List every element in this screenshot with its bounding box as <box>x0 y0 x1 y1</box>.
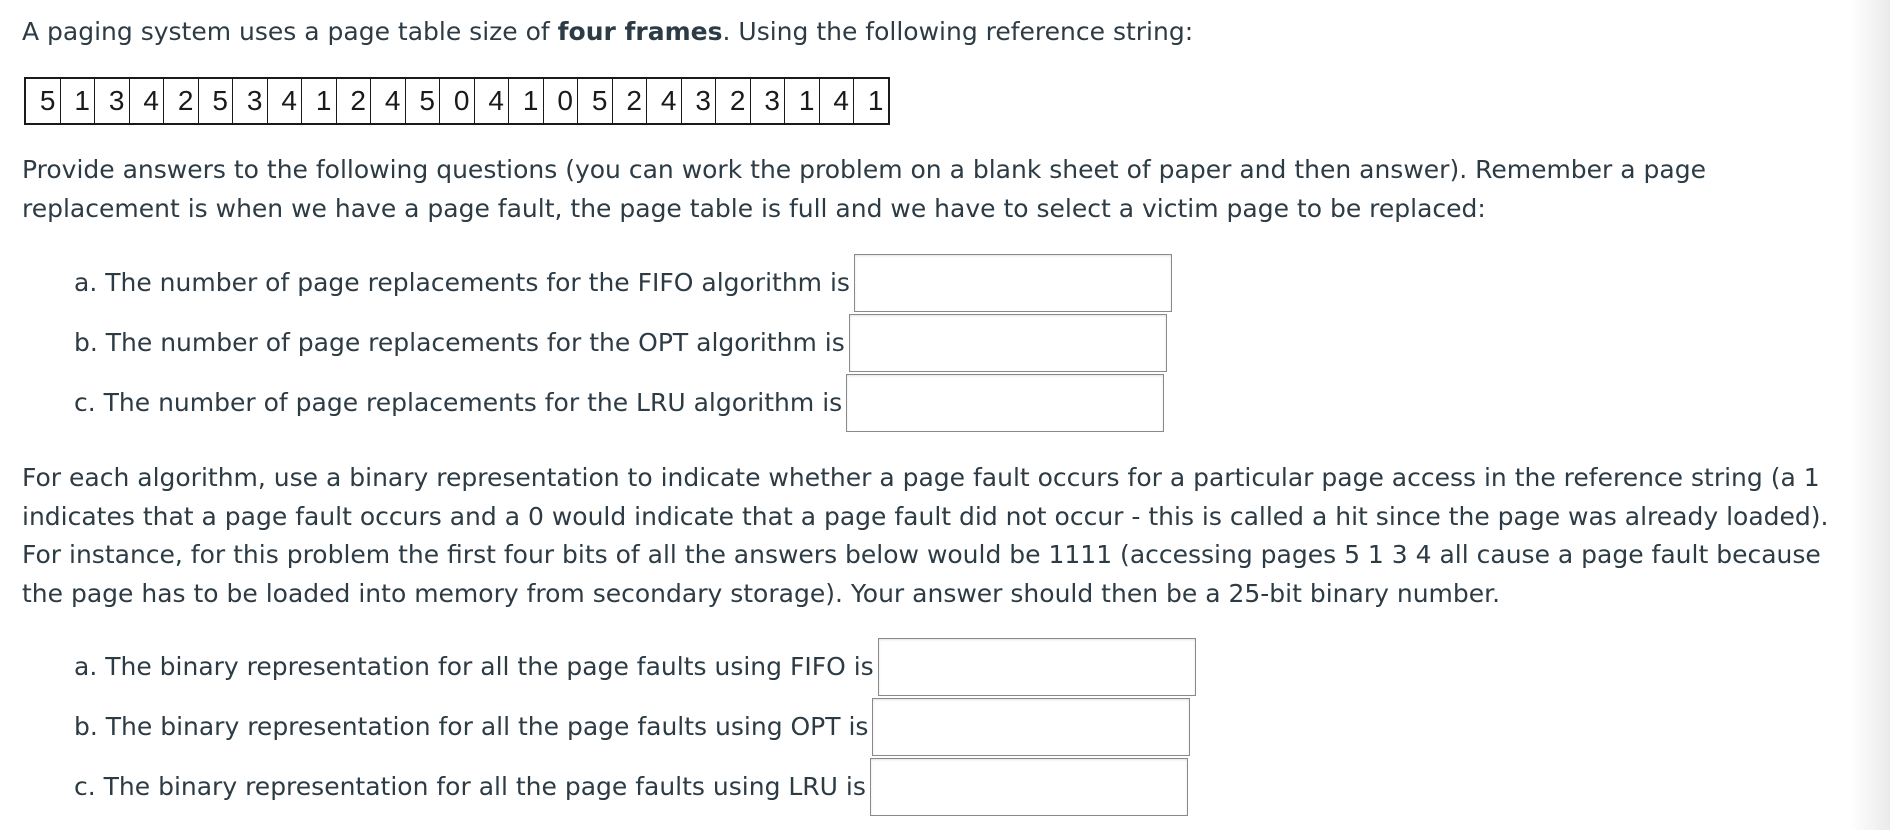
reference-string-row <box>25 78 889 124</box>
ref-cell: 3 <box>233 78 268 124</box>
ref-cell: 4 <box>647 78 682 124</box>
ref-cell: 5 <box>198 78 233 124</box>
fifo-replacements-label: a. The number of page replacements for the FIFO algorithm is <box>74 268 850 297</box>
lru-binary-question <box>74 758 1188 816</box>
fifo-replacements-input[interactable] <box>854 254 1172 312</box>
fifo-binary-label: a. The binary representation for all the page faults using FIFO is <box>74 652 874 681</box>
intro-text <box>22 14 1193 50</box>
ref-cell: 5 <box>405 78 440 124</box>
ref-cell: 2 <box>164 78 199 124</box>
ref-cell: 5 <box>39 85 56 116</box>
ref-cell: 1 <box>509 78 544 124</box>
intro-text-start: A paging system uses a page table size of <box>22 17 558 46</box>
intro-text-bold: four frames <box>557 17 723 46</box>
opt-replacements-input[interactable] <box>849 314 1167 372</box>
fifo-binary-question <box>74 638 1196 696</box>
ref-cell: 1 <box>60 78 95 124</box>
opt-binary-label: b. The binary representation for all the page faults using OPT is <box>74 712 869 741</box>
question-page <box>22 0 1872 830</box>
ref-cell: 2 <box>716 78 751 124</box>
ref-cell: 4 <box>129 78 164 124</box>
ref-cell: 4 <box>474 78 509 124</box>
opt-replacements-question <box>74 314 1167 372</box>
ref-cell: 5 <box>578 78 613 124</box>
ref-cell: 4 <box>371 78 406 124</box>
fifo-binary-input[interactable] <box>878 638 1196 696</box>
opt-binary-input[interactable] <box>872 698 1190 756</box>
lru-replacements-label: c. The number of page replacements for the LRU algorithm is <box>74 388 843 417</box>
binary-instructions-paragraph: For each algorithm, use a binary representation to indicate whether a page fault occurs for a particular page access in the reference string (a 1 indicates that a page fault occurs and a 0 would indicate that a page fault did not occur - this is called a hit since the page was already loaded). For instance, for this problem the first four bits of all the answers below would be 1111 (accessing pages 5 1 3 4 all cause a page fault because the page has to be loaded into memory from secondary storage). Your answer should then be a 25-bit binary number. <box>22 463 1829 608</box>
lru-replacements-input[interactable] <box>846 374 1164 432</box>
ref-cell: 1 <box>785 78 820 124</box>
ref-cell: 2 <box>336 78 371 124</box>
lru-binary-label: c. The binary representation for all the page faults using LRU is <box>74 772 866 801</box>
opt-replacements-label: b. The number of page replacements for the OPT algorithm is <box>74 328 845 357</box>
right-edge-shadow <box>1850 0 1890 830</box>
ref-cell: 1 <box>302 78 337 124</box>
intro-text-end: . Using the following reference string: <box>722 17 1194 46</box>
ref-cell: 3 <box>95 78 130 124</box>
ref-cell: 3 <box>750 78 785 124</box>
lru-replacements-question <box>74 374 1164 432</box>
ref-cell: 0 <box>440 78 475 124</box>
instructions-paragraph: Provide answers to the following questions (you can work the problem on a blank sheet of paper and then answer). Remember a page replacement is when we have a page fault, the page table is full and we have to select a victim page to be replaced: <box>22 155 1706 223</box>
opt-binary-question <box>74 698 1190 756</box>
ref-cell: 4 <box>267 78 302 124</box>
lru-binary-input[interactable] <box>870 758 1188 816</box>
ref-cell: 3 <box>681 78 716 124</box>
ref-cell: 1 <box>854 78 889 124</box>
ref-cell: 2 <box>612 78 647 124</box>
fifo-replacements-question <box>74 254 1172 312</box>
ref-cell: 4 <box>819 78 854 124</box>
reference-string-table <box>24 77 890 125</box>
ref-cell: 0 <box>543 78 578 124</box>
